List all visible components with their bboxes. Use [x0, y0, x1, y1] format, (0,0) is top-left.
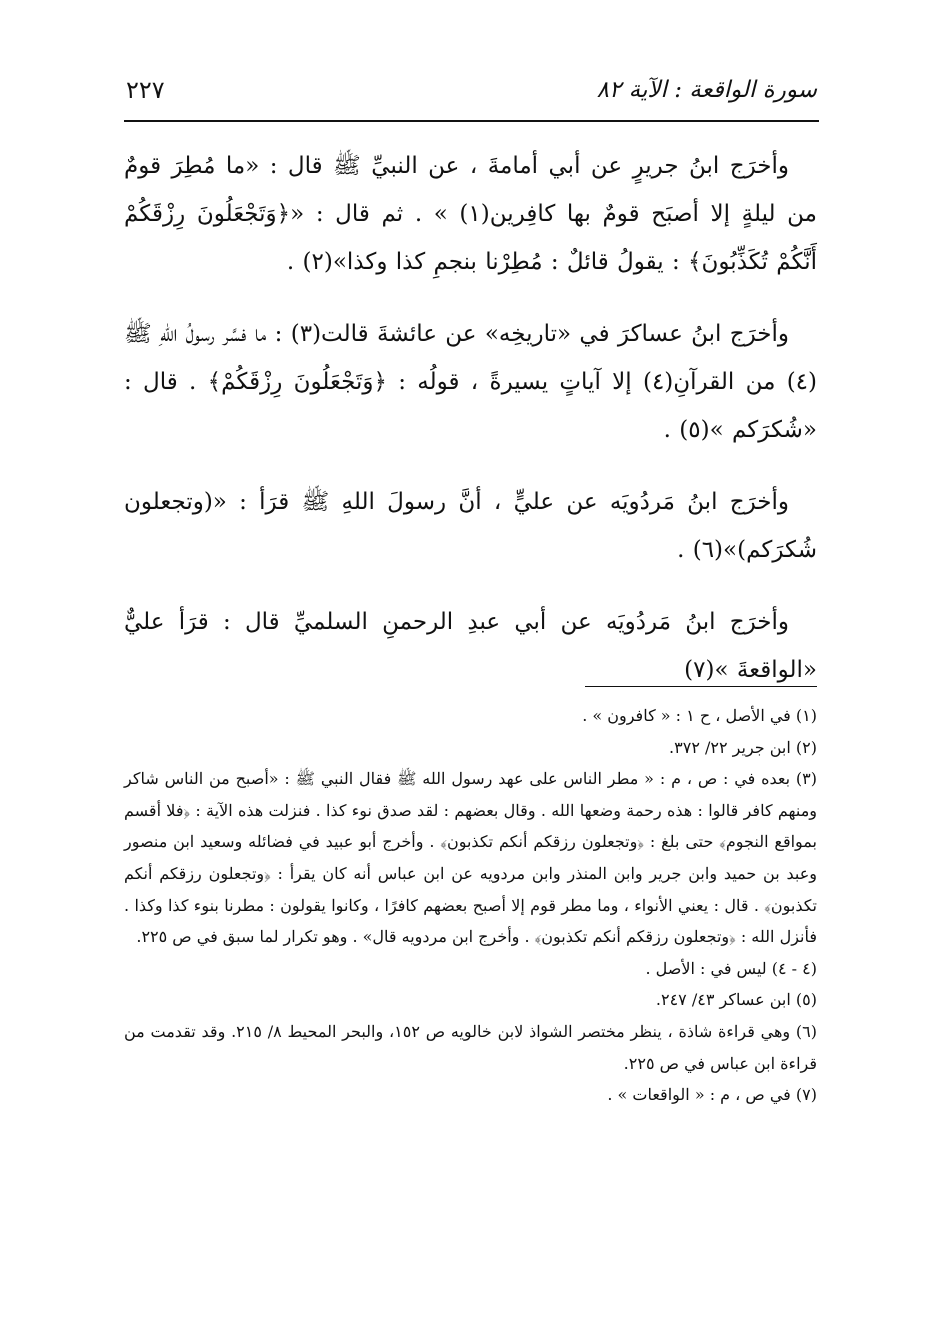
paragraph: وأخرَج ابنُ جريرٍ عن أبي أمامةَ ، عن النبيِّ ﷺ قال : «ما مُطِرَ قومٌ من ليلةٍ إلا أصبَح قومٌ بها كافِرين(١) » . ثم قال : «﴿وَتَجْعَلُونَ رِزْقَكُمْ أَنَّكُمْ تُكَذِّبُونَ﴾ : يقولُ قائلٌ : مُطِرْنا بنجمِ كذا وكذا»(٢) . [124, 153, 817, 275]
header-rule [124, 120, 819, 122]
page-header [126, 68, 817, 112]
paragraph: وأخرَج ابنُ مَردُويَه عن أبي عبدِ الرحمنِ السلميِّ قال : قرَأ عليٌّ «الواقعةَ »(٧) [124, 609, 817, 683]
footnote: (٧) في ص ، م : « الواقعات » . [607, 1085, 817, 1105]
footnote: (١) في الأصل ، ح ١ : « كافرون » . [582, 706, 817, 725]
footnote: (٦) وهي قراءة شاذة ، ينظر مختصر الشواذ لابن خالويه ص ١٥٢، والبحر المحيط ٨/ ٢١٥. وقد تقدمت من قراءة ابن عباس في ص ٢٢٥. [124, 1021, 817, 1073]
paragraph: وأخرَج ابنُ مَردُويَه عن عليٍّ ، أنَّ رسولَ اللهِ ﷺ قرَأ : «(وتجعلون شُكرَكم)»(٦) . [124, 489, 817, 563]
footnote: (٥) ابن عساكر ٤٣/ ٢٤٧. [655, 990, 817, 1010]
running-title: سورة الواقعة : الآية ٨٢ [596, 77, 817, 103]
paragraph: وأخرَج ابنُ عساكرَ في «تاريخِه» عن عائشةَ قالت(٣) : ما فسَّر رسولُ اللهِ ﷺ (٤) من القرآنِ(٤) إلا آياتٍ يسيرةً ، قولُه : ﴿وَتَجْعَلُونَ رِزْقَكُمْ﴾ . قال : «شُكرَكم »(٥) . [124, 321, 818, 443]
footnote: (٢) ابن جرير ٢٢/ ٣٧٢. [669, 737, 817, 757]
footnotes [124, 700, 817, 1111]
footnote-separator [585, 686, 817, 687]
footnote: (٣) بعده في : ص ، م : « مطر الناس على عهد رسول الله ﷺ فقال النبي ﷺ : «أصبح من الناس شاكر ومنهم كافر قالوا : هذه رحمة وضعها الله . وقال بعضهم : لقد صدق نوء كذا . فنزلت هذه الآية : ﴿فلا أقسم بمواقع النجوم﴾ حتى بلغ : ﴿وتجعلون رزقكم أنكم تكذبون﴾ . وأخرج أبو عبيد في فضائله وسعيد ابن منصور وعبد بن حميد وابن جرير وابن المنذر وابن مردويه عن ابن عباس أنه كان يقرأ : ﴿وتجعلون رزقكم أنكم تكذبون﴾ . قال : يعني الأنواء ، وما مطر قوم إلا أصبح بعضهم كافرًا ، وكانوا يقولون : مطرنا بنوء كذا وكذا . فأنزل الله : ﴿وتجعلون رزقكم أنكم تكذبون﴾ . وأخرج ابن مردويه قال» . وهو تكرار لما سبق في ص ٢٢٥. [124, 769, 818, 947]
footnote: (٤ - ٤) ليس في : الأصل . [645, 958, 817, 978]
main-text [124, 142, 817, 694]
page-number: ٢٢٧ [126, 76, 165, 104]
